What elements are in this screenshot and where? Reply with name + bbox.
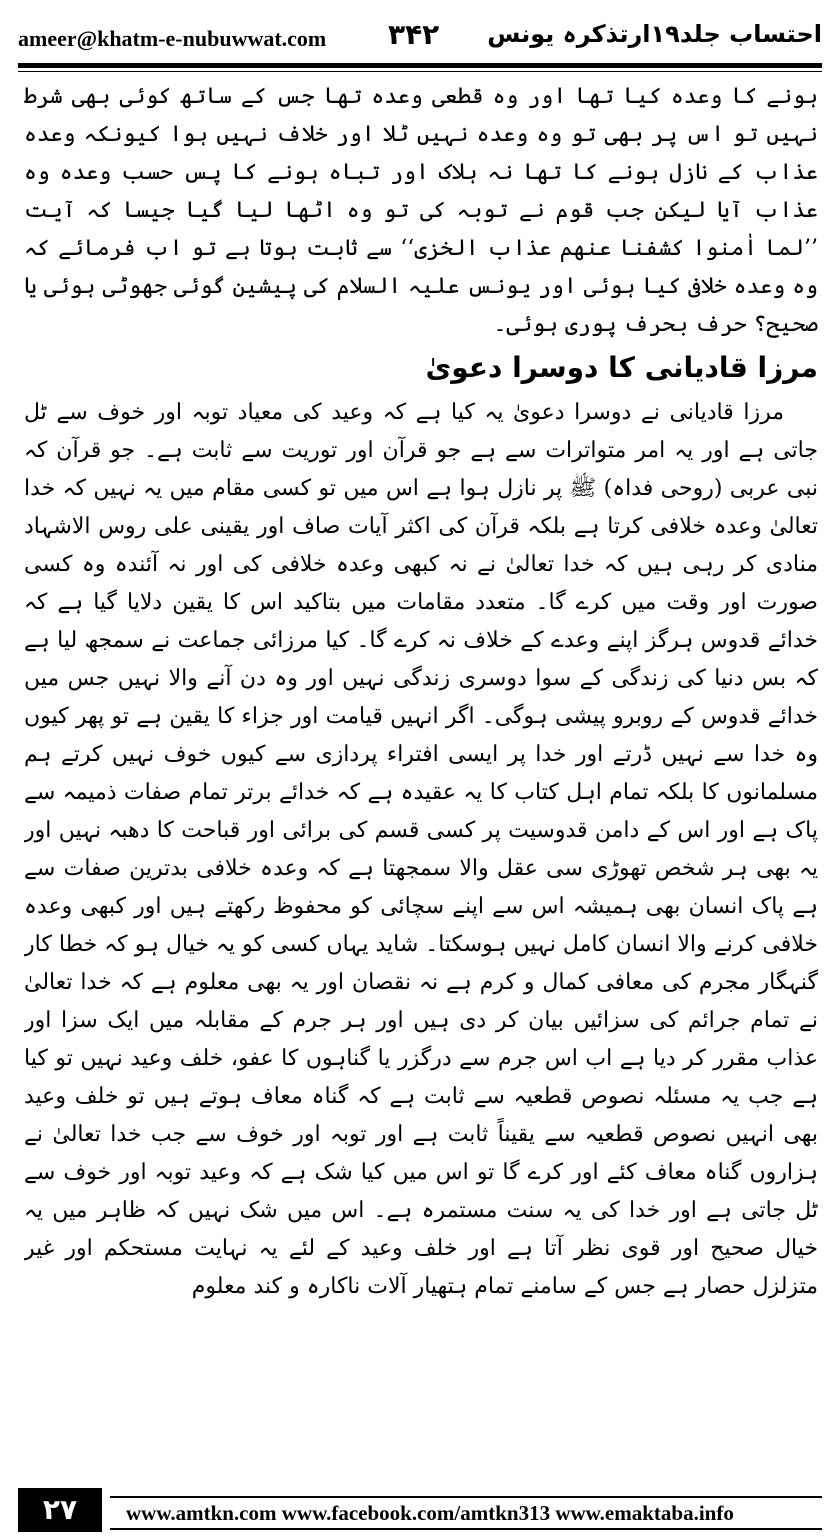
header-page-number: ۳۴۲ — [388, 18, 440, 51]
header-title: احتساب جلد۱۹ارتذکرہ یونس — [487, 20, 822, 48]
header-rule-thick — [18, 63, 822, 68]
footer-page-number: ۲۷ — [18, 1488, 102, 1532]
body-paragraph-2: مرزا قادیانی نے دوسرا دعویٰ یہ کیا ہے کہ وعید کی معیاد توبہ اور خوف سے ٹل جاتی ہے اور یہ امر متواترات سے ہے جو قرآن اور توریت سے ثابت ہے۔ جو قرآن کہ نبی عربی (روحی فداہ) ﷺ پر نازل ہوا ہے اس میں تو کسی مقام میں یہ نہیں کہ خدا تعالیٰ وعدہ خلافی کرتا ہے بلکہ قرآن کی اکثر آیات صاف اور یقینی علی روس الاشہاد منادی کر رہی ہیں کہ خدا تعالیٰ نے نہ کبھی وعدہ خلافی کی اور نہ آئندہ وہ کسی صورت اور وقت میں کرے گا۔ متعدد مقامات میں بتاکید اس کا یقین دلایا گیا ہے کہ خدائے قدوس ہرگز اپنے وعدے کے خلاف نہ کرے گا۔ کیا مرزائی جماعت نے سمجھ لیا ہے کہ بس دنیا کی زندگی کے سوا دوسری زندگی نہیں اور وہ دن آنے والا نہیں جس میں خدائے قدوس کے روبرو پیشی ہوگی۔ اگر انہیں قیامت اور جزاء کا یقین ہے تو پھر کیوں وہ خدا سے نہیں ڈرتے اور خدا پر ایسی افتراء پردازی سے کیوں خوف نہیں کرتے ہم مسلمانوں کا بلکہ تمام اہل کتاب کا یہ عقیدہ ہے کہ خدائے برتر تمام صفات ذمیمہ سے پاک ہے اور اس کے دامن قدوسیت پر کسی قسم کی برائی اور قباحت کا دھبہ نہیں اور یہ بھی ہر شخص تھوڑی سی عقل والا سمجھتا ہے کہ وعدہ خلافی بدترین صفات سے ہے پاک انسان بھی ہمیشہ اس سے اپنے سچائی کو محفوظ رکھتے ہیں اور کبھی وعدہ خلافی کرنے والا انسان کامل نہیں ہوسکتا۔ شاید یہاں کسی کو یہ خیال ہو کہ خطا کار گنہگار مجرم کی معافی کمال و کرم ہے نہ نقصان اور یہ بھی معلوم ہے کہ خدا تعالیٰ نے تمام جرائم کی سزائیں بیان کر دی ہیں اور ہر جرم کے مقابلہ میں ایک سزا اور عذاب مقرر کر دیا ہے اب اس جرم سے درگزر یا گناہوں کا عفو، خلف وعید نہیں تو کیا ہے جب یہ مسئلہ نصوص قطعیہ سے ثابت ہے کہ گناہ معاف ہوتے ہیں تو خلف وعید بھی انہیں نصوص قطعیہ سے یقیناً ثابت ہے اور توبہ اور خوف سے جب خدا تعالیٰ نے ہزاروں گناہ معاف کئے اور کرے گا تو اس میں کیا شک ہے کہ وعید توبہ اور خوف سے ٹل جاتی ہے اور خدا کی یہ سنت مستمرہ ہے۔ اس میں شک نہیں کہ ظاہر میں یہ خیال صحیح اور قوی نظر آتا ہے اور خلف وعید کے لئے یہ نہایت مستحکم اور غیر متزلزل حصار ہے جس کے سامنے تمام ہتھیار آلات ناکارہ و کند معلوم — [24, 400, 818, 1299]
footer-links: www.amtkn.com www.facebook.com/amtkn313 www.emaktaba.info — [126, 1501, 734, 1525]
footer-rule-top — [110, 1496, 822, 1498]
page-header — [18, 16, 822, 60]
header-rule-thin — [18, 71, 822, 72]
page-footer — [18, 1488, 822, 1532]
page-body — [24, 78, 818, 1466]
header-email: ameer@khatm-e-nubuwwat.com — [18, 26, 327, 51]
footer-rule-bottom — [110, 1528, 822, 1530]
section-heading: مرزا قادیانی کا دوسرا دعویٰ — [425, 351, 818, 384]
body-paragraph-1: ہونے کا وعدہ کیا تھا اور وہ قطعی وعدہ تھا جس کے ساتھ کوئی بھی شرط نہیں تو اس پر بھی تو وہ وعدہ نہیں ٹلا اور خلاف نہیں ہوا کیونکہ وعدہ عذاب کے نازل ہونے کا تھا نہ ہلاک اور تباہ ہونے کا پس حسب وعدہ وہ عذاب آیا لیکن جب قوم نے توبہ کی تو وہ اٹھا لیا گیا جیسا کہ آیت ’’لما اٰمنوا کشفنا عنهم عذاب الخزی‘‘ سے ثابت ہوتا ہے تو اب فرمائے کہ وہ وعدہ خلافی کیا ہوئی اور یونس علیہ السلام کی پیشین گوئی جھوٹی ہوئی یا صحیح؟ حرف بحرف پوری ہوئی۔ — [24, 84, 818, 337]
